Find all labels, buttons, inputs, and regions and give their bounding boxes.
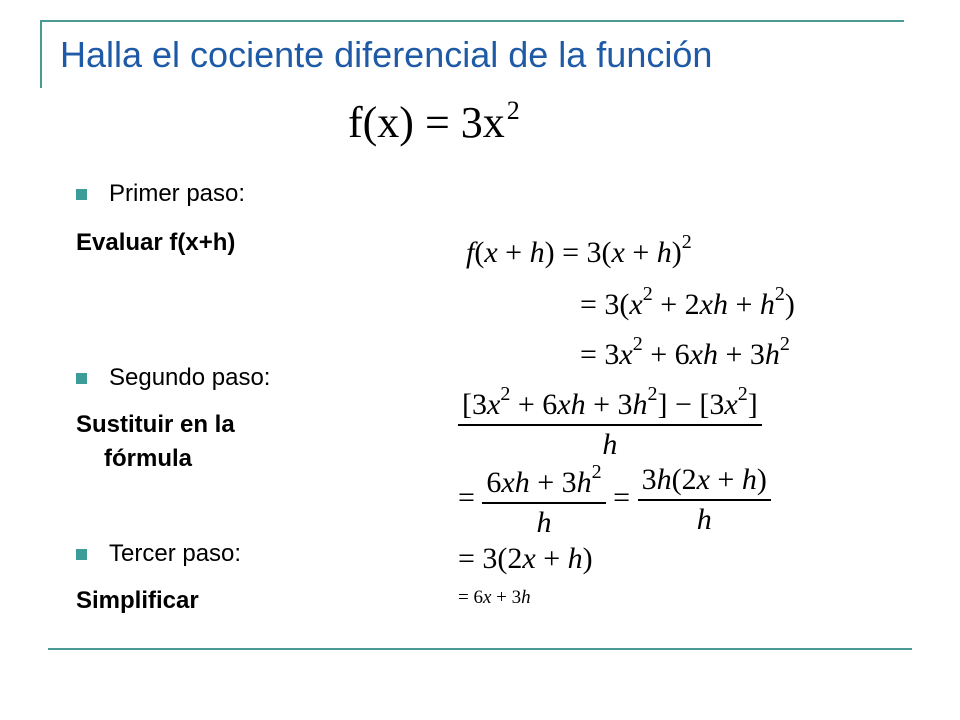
equation-substitution: $\frac{[3x^2 + 6xh + 3h^2] - [3x^2]}{h}$: [458, 384, 762, 460]
function-formula: [348, 98, 520, 145]
step-3-bullet: [76, 540, 241, 568]
step-2-action-line-1: Sustituir en la: [76, 411, 235, 438]
title-rule-vertical: [40, 20, 42, 88]
step-2-bullet: [76, 364, 270, 392]
step-3-action: Simplificar: [76, 587, 199, 614]
step-3-label: Tercer paso:: [109, 540, 242, 567]
step-2-action-line-2: fórmula: [104, 445, 193, 472]
step-1-label: Primer paso:: [109, 180, 246, 207]
equation-line-2: = $3(x^2 + 2xh + h^2)$: [580, 283, 795, 321]
title-rule-top: [40, 20, 904, 22]
step-2-action: [76, 408, 235, 476]
slide-title: Halla el cociente diferencial de la función: [60, 34, 713, 75]
step-2-label: Segundo paso:: [109, 364, 271, 391]
equation-line-3: = $3x^2 + 6xh + 3h^2$: [580, 333, 790, 371]
equation-line-1: $f(x + h) = 3(x + h)^2$: [466, 231, 692, 269]
square-bullet-icon: [76, 549, 87, 560]
function-formula-exponent: 2: [506, 96, 520, 125]
equation-simplified: = 3(2x + h): [458, 542, 593, 575]
footer-rule: [48, 648, 912, 650]
step-1-bullet: [76, 180, 245, 208]
step-1-action: Evaluar f(x+h): [76, 229, 236, 256]
square-bullet-icon: [76, 189, 87, 200]
function-formula-base: f(x) = 3x: [348, 98, 505, 147]
equation-result: = 6x + 3h: [458, 587, 531, 608]
equation-simplify-fraction: = $\frac{6xh + 3h^2}{h}$ = $\frac{3h(2x + h)}{h}$: [458, 462, 771, 538]
square-bullet-icon: [76, 373, 87, 384]
